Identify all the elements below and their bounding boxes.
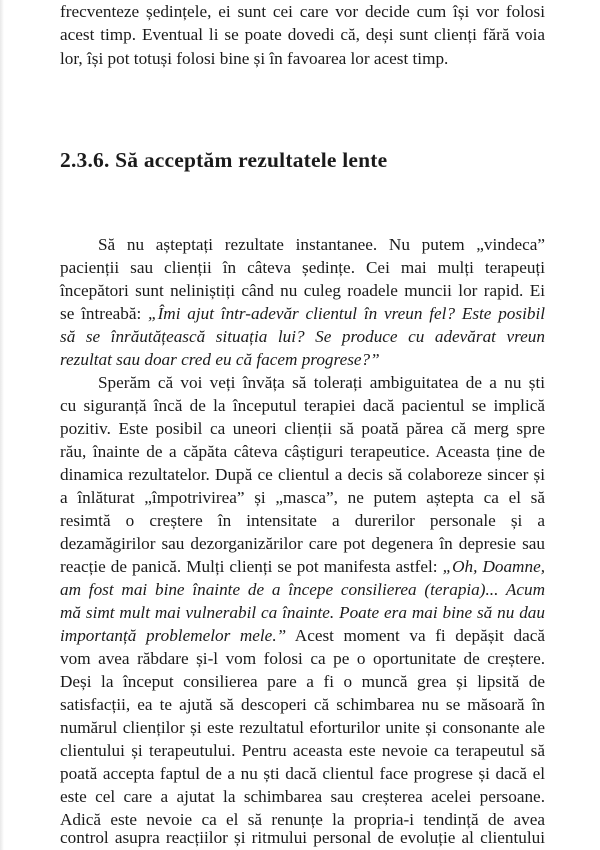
text-line xyxy=(60,509,545,533)
text-segment: rău, înainte de a căpăta câteva câștiguri terapeutice. Aceasta ține de xyxy=(60,442,545,461)
scan-edge-shadow xyxy=(0,0,4,850)
text-line xyxy=(60,256,545,280)
text-line xyxy=(60,302,545,326)
text-line xyxy=(60,693,545,717)
text-line xyxy=(60,463,545,487)
text-segment: Adică este nevoie ca el să renunțe la propria-i tendință de avea xyxy=(60,810,545,829)
text-segment: pacienții sau clienții în câteva ședințe. Cei mai mulți terapeuți xyxy=(60,258,545,277)
text-segment: vom avea răbdare și-l vom folosi ca pe o oportunitate de creștere. xyxy=(60,649,545,668)
quote-segment: „Îmi ajut într-adevăr clientul în vreun fel? Este posibil xyxy=(148,304,545,323)
text-segment: poată accepta faptul de a nu ști dacă clientul face progrese și dacă el xyxy=(60,764,545,783)
text-segment: reacție de panică. Mulți clienți se pot manifesta astfel: xyxy=(60,557,443,576)
text-line xyxy=(60,785,545,809)
text-line xyxy=(60,440,545,464)
text-line xyxy=(60,23,545,47)
text-segment: numărul clienților și este rezultatul eforturilor unite și consonante ale xyxy=(60,718,545,737)
text-line xyxy=(60,325,545,349)
text-segment: se întreabă: xyxy=(60,304,149,323)
text-segment: începători sunt neliniștiți când nu culeg roadele muncii lor rapid. Ei xyxy=(60,281,545,300)
text-segment: resimtă o creștere în intensitate a durerilor personale și a xyxy=(60,511,545,530)
text-line xyxy=(60,0,545,24)
text-line xyxy=(60,716,545,740)
text-segment: Să nu așteptați rezultate instantanee. Nu putem „vindeca” xyxy=(98,235,545,254)
text-segment: dezamăgirilor sau dezorganizărilor care pot degenera în depresie sau xyxy=(60,534,545,553)
text-segment: acest timp. Eventual li se poate dovedi că, deși sunt clienți fără voia xyxy=(60,25,545,44)
quote-segment: importanță problemelor mele.” xyxy=(60,626,287,645)
section-heading: 2.3.6. Să acceptăm rezultatele lente xyxy=(60,148,388,172)
text-line xyxy=(60,532,545,556)
text-line xyxy=(60,601,545,625)
text-line xyxy=(60,486,545,510)
text-line xyxy=(60,739,545,763)
text-segment: Sperăm că voi veți învăța să tolerați ambiguitatea de a nu ști xyxy=(98,373,545,392)
text-line xyxy=(98,371,545,395)
text-line xyxy=(98,233,545,257)
text-segment: frecventeze ședințele, ei sunt cei care vor decide cum își vor folosi xyxy=(60,2,545,21)
text-line xyxy=(60,394,545,418)
text-segment: pozitiv. Este posibil ca uneori clienții să poată părea că merg spre xyxy=(60,419,545,438)
text-line xyxy=(60,647,545,671)
text-line xyxy=(60,417,545,441)
quote-segment: „Oh, Doamne, xyxy=(442,557,545,576)
quote-segment: am fost mai bine înainte de a începe consilierea (terapia)... Acum xyxy=(60,580,545,599)
text-segment: clientului și terapeutului. Pentru aceasta este nevoie ca terapeutul să xyxy=(60,741,545,760)
text-line xyxy=(60,578,545,602)
quote-segment: mă simt mult mai vulnerabil ca înainte. Poate era mai bine să nu dau xyxy=(60,603,545,622)
text-line xyxy=(60,624,545,648)
text-segment: satisfacții, ea te ajută să descoperi că schimbarea nu se măsoară în xyxy=(60,695,545,714)
text-segment: dinamica rezultatelor. După ce clientul a decis să colaboreze sincer și xyxy=(60,465,545,484)
text-segment: a înlăturat „împotrivirea” și „masca”, ne putem aștepta ca el să xyxy=(60,488,545,507)
text-line xyxy=(60,762,545,786)
text-segment: Acest moment va fi depășit dacă xyxy=(286,626,545,645)
quote-segment: să se înrăutățească situația lui? Se produce cu adevărat vreun xyxy=(60,327,545,346)
text-line xyxy=(60,348,545,372)
text-segment: Deși la început consilierea pare a fi o muncă grea și lipsită de xyxy=(60,672,545,691)
text-segment: lor, își pot totuși folosi bine și în favoarea lor acest timp. xyxy=(60,49,449,68)
text-line xyxy=(60,279,545,303)
text-segment: cu siguranță încă de la începutul terapiei dacă pacientul se implică xyxy=(60,396,545,415)
text-line xyxy=(60,826,545,850)
text-segment: este cel care a ajutat la schimbarea sau creșterea acelei persoane. xyxy=(60,787,545,806)
text-segment: control asupra reacțiilor și ritmului personal de evoluție al clientului xyxy=(60,828,545,847)
text-line xyxy=(60,555,545,579)
quote-segment: rezultat sau doar cred eu că facem progrese?” xyxy=(60,350,380,369)
text-line xyxy=(60,670,545,694)
text-line xyxy=(60,47,545,71)
